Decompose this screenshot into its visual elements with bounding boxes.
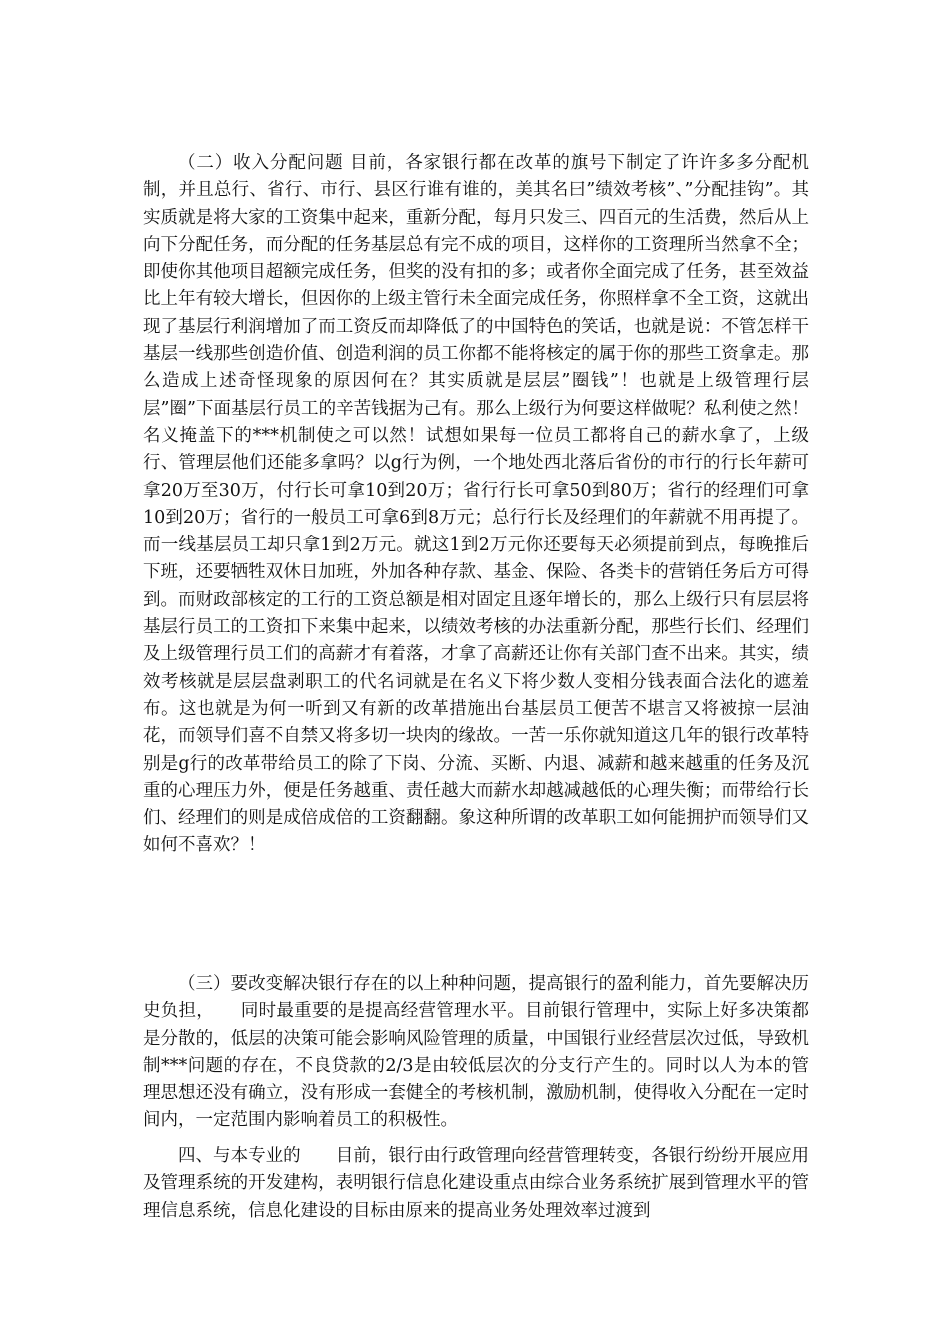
paragraph-relation-to-major: 四、与本专业的 目前，银行由行政管理向经营管理转变，各银行纷纷开展应用及管理系统的开发建构，表明银行信息化建设重点由综合业务系统扩展到管理水平的管理信息系统，信息化建设的目标由原来的提高业务处理效率过渡到 xyxy=(143,1146,809,1221)
paragraph-bank-problems-solution: （三）要改变解决银行存在的以上种种问题，提高银行的盈利能力，首先要解决历史负担， 同时最重要的是提高经营管理水平。目前银行管理中，实际上好多决策都是分散的，低层的决策可能会影响风险管理的质量，中国银行业经营层次过低，导致机制***问题的存在，不良贷款的2/3是由较低层次的分支行产生的。同时以人为本的管理思想还没有确立，没有形成一套健全的考核机制，激励机制，使得收入分配在一定时间内，一定范围内影响着员工的积极性。 xyxy=(143,974,809,1131)
paragraph-income-distribution: （二）收入分配问题 目前，各家银行都在改革的旗号下制定了许许多多分配机制，并且总行、省行、市行、县区行谁有谁的，美其名曰”绩效考核”、”分配挂钩”。其实质就是将大家的工资集中起来，重新分配，每月只发三、四百元的生活费，然后从上向下分配任务，而分配的任务基层总有完不成的项目，这样你的工资理所当然拿不全；即使你其他项目超额完成任务，但奖的没有扣的多；或者你全面完成了任务，甚至效益比上年有较大增长，但因你的上级主管行未全面完成任务，你照样拿不全工资，这就出现了基层行利润增加了而工资反而却降低了的中国特色的笑话，也就是说：不管怎样干基层一线那些创造价值、创造利润的员工你都不能将核定的属于你的那些工资拿走。那么造成上述奇怪现象的原因何在？其实质就是层层”圈钱”！也就是上级管理行层层”圈”下面基层行员工的辛苦钱据为己有。那么上级行为何要这样做呢？私利使之然！名义掩盖下的***机制使之可以然！试想如果每一位员工都将自己的薪水拿了，上级行、管理层他们还能多拿吗？以g行为例，一个地处西北落后省份的市行的行长年薪可拿20万至30万，付行长可拿10到20万；省行行长可拿50到80万；省行的经理们可拿10到20万；省行的一般员工可拿6到8万元；总行行长及经理们的年薪就不用再提了。而一线基层员工却只拿1到2万元。就这1到2万元你还要每天必须提前到点，每晚推后下班，还要牺牲双休日加班，外加各种存款、基金、保险、各类卡的营销任务后方可得到。而财政部核定的工行的工资总额是相对固定且逐年增长的，那么上级行只有层层将基层行员工的工资扣下来集中起来，以绩效考核的办法重新分配，那些行长们、经理们及上级管理行员工们的高薪才有着落，才拿了高薪还让你有关部门查不出来。其实，绩效考核就是层层盘剥职工的代名词就是在名义下将少数人变相分钱表面合法化的遮羞布。这也就是为何一听到又有新的改革措施出台基层员工便苦不堪言又将被掠一层油花，而领导们喜不自禁又将多切一块肉的缘故。一苦一乐你就知道这几年的银行改革特别是g行的改革带给员工的除了下岗、分流、买断、内退、减薪和越来越重的任务及沉重的心理压力外，便是任务越重、责任越大而薪水却越减越低的心理失衡；而带给行长们、经理们的则是成倍成倍的工资翻翻。象这种所谓的改革职工如何能拥护而领导们又如何不喜欢？！ xyxy=(143,153,809,856)
